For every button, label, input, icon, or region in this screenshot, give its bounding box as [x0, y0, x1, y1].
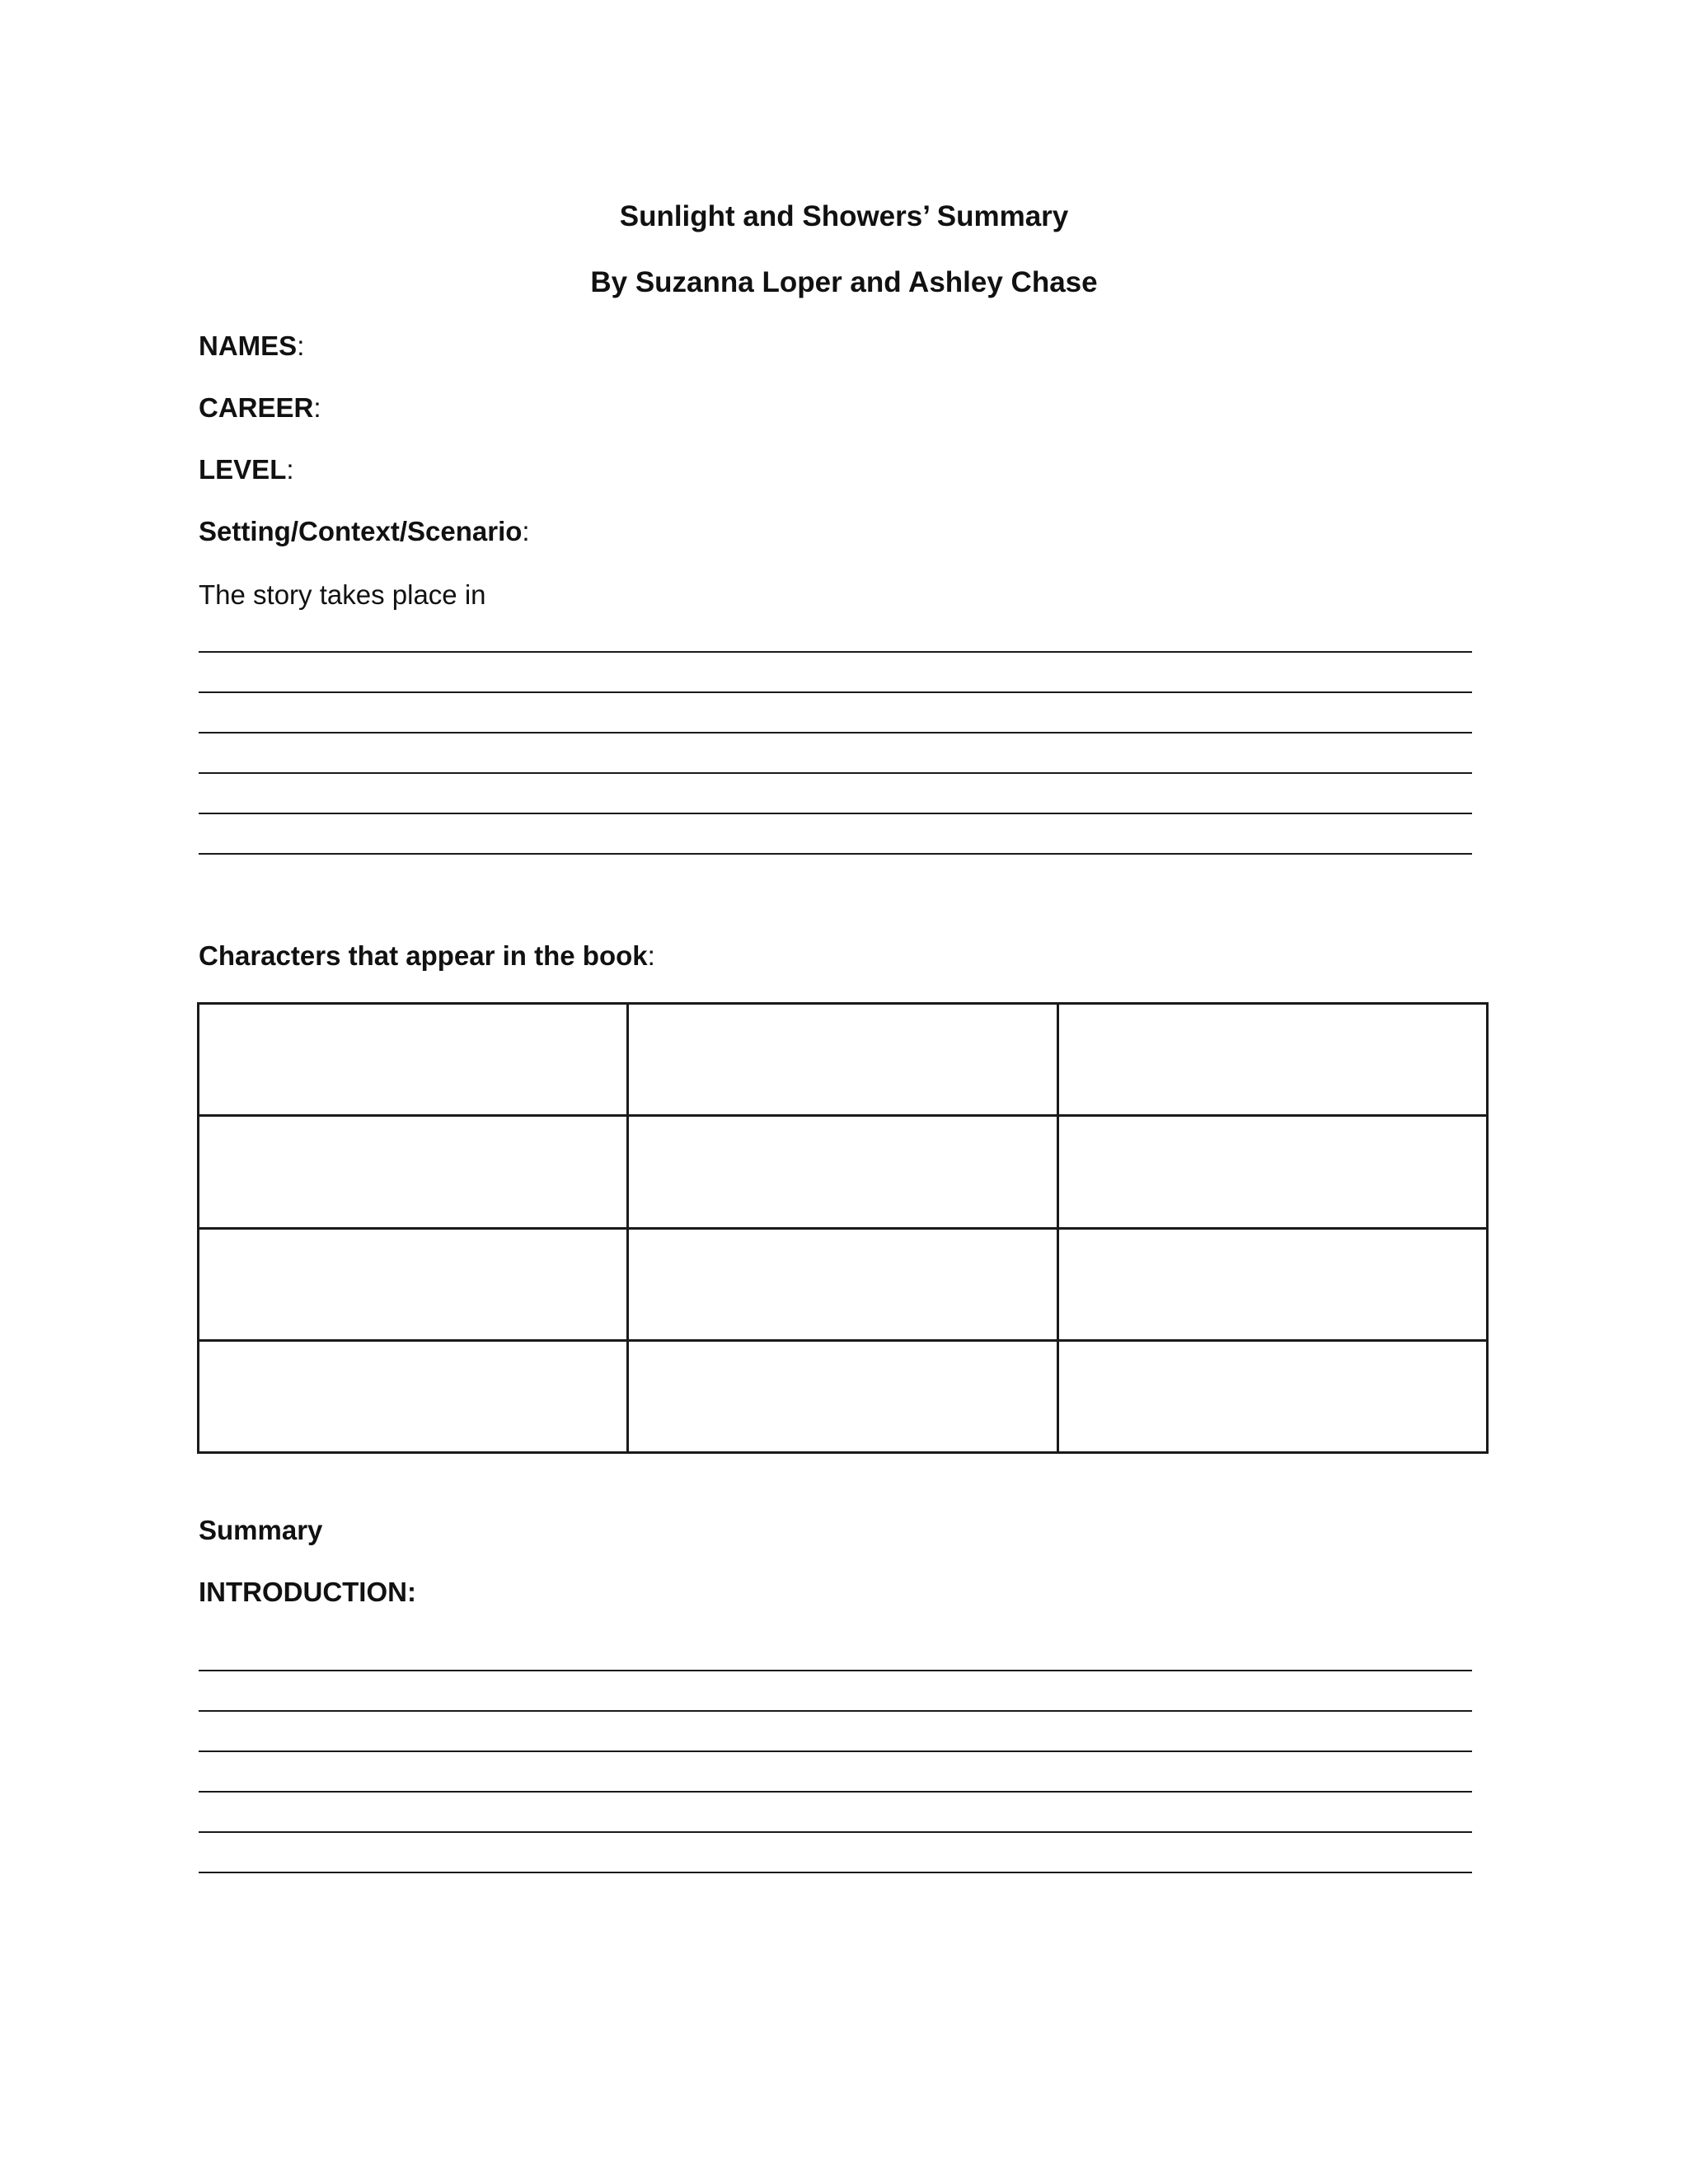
introduction-field	[199, 1576, 416, 1609]
document-title: Sunlight and Showers’ Summary	[619, 200, 1069, 232]
career-colon: :	[313, 392, 321, 423]
writing-line	[199, 1791, 1472, 1793]
writing-line	[199, 1670, 1472, 1671]
characters-table	[197, 1002, 1489, 1454]
table-cell[interactable]	[1057, 1228, 1487, 1340]
table-cell[interactable]	[628, 1116, 1057, 1228]
career-label: CAREER	[199, 392, 314, 423]
writing-line	[199, 732, 1472, 733]
setting-colon: :	[522, 516, 530, 546]
writing-line	[199, 853, 1472, 855]
document-byline: By Suzanna Loper and Ashley Chase	[590, 266, 1098, 298]
writing-line	[199, 1710, 1472, 1712]
summary-heading-text: Summary	[199, 1515, 323, 1545]
level-label: LEVEL	[199, 454, 287, 485]
writing-line	[199, 651, 1472, 653]
table-cell[interactable]	[1057, 1340, 1487, 1452]
table-row	[199, 1340, 1488, 1452]
names-colon: :	[297, 330, 305, 361]
characters-colon: :	[647, 940, 655, 971]
writing-line	[199, 1872, 1472, 1873]
table-cell[interactable]	[199, 1340, 628, 1452]
introduction-label: INTRODUCTION:	[199, 1577, 416, 1607]
table-row	[199, 1004, 1488, 1116]
characters-field	[199, 940, 655, 972]
level-colon: :	[286, 454, 294, 485]
table-cell[interactable]	[628, 1340, 1057, 1452]
table-cell[interactable]	[199, 1004, 628, 1116]
names-label: NAMES	[199, 330, 298, 361]
writing-line	[199, 1831, 1472, 1833]
table-cell[interactable]	[1057, 1004, 1487, 1116]
names-field	[199, 330, 304, 363]
setting-label: Setting/Context/Scenario	[199, 516, 523, 546]
writing-line	[199, 1750, 1472, 1752]
summary-heading	[199, 1514, 322, 1547]
characters-heading: Characters that appear in the book	[199, 940, 648, 971]
setting-prompt: The story takes place in	[199, 579, 486, 610]
table-row	[199, 1228, 1488, 1340]
table-cell[interactable]	[199, 1228, 628, 1340]
level-field	[199, 453, 294, 486]
writing-line	[199, 813, 1472, 814]
table-cell[interactable]	[628, 1228, 1057, 1340]
setting-field	[199, 515, 530, 548]
career-field	[199, 391, 321, 424]
writing-line	[199, 772, 1472, 774]
writing-line	[199, 691, 1472, 693]
table-cell[interactable]	[1057, 1116, 1487, 1228]
table-cell[interactable]	[628, 1004, 1057, 1116]
table-row	[199, 1116, 1488, 1228]
table-cell[interactable]	[199, 1116, 628, 1228]
